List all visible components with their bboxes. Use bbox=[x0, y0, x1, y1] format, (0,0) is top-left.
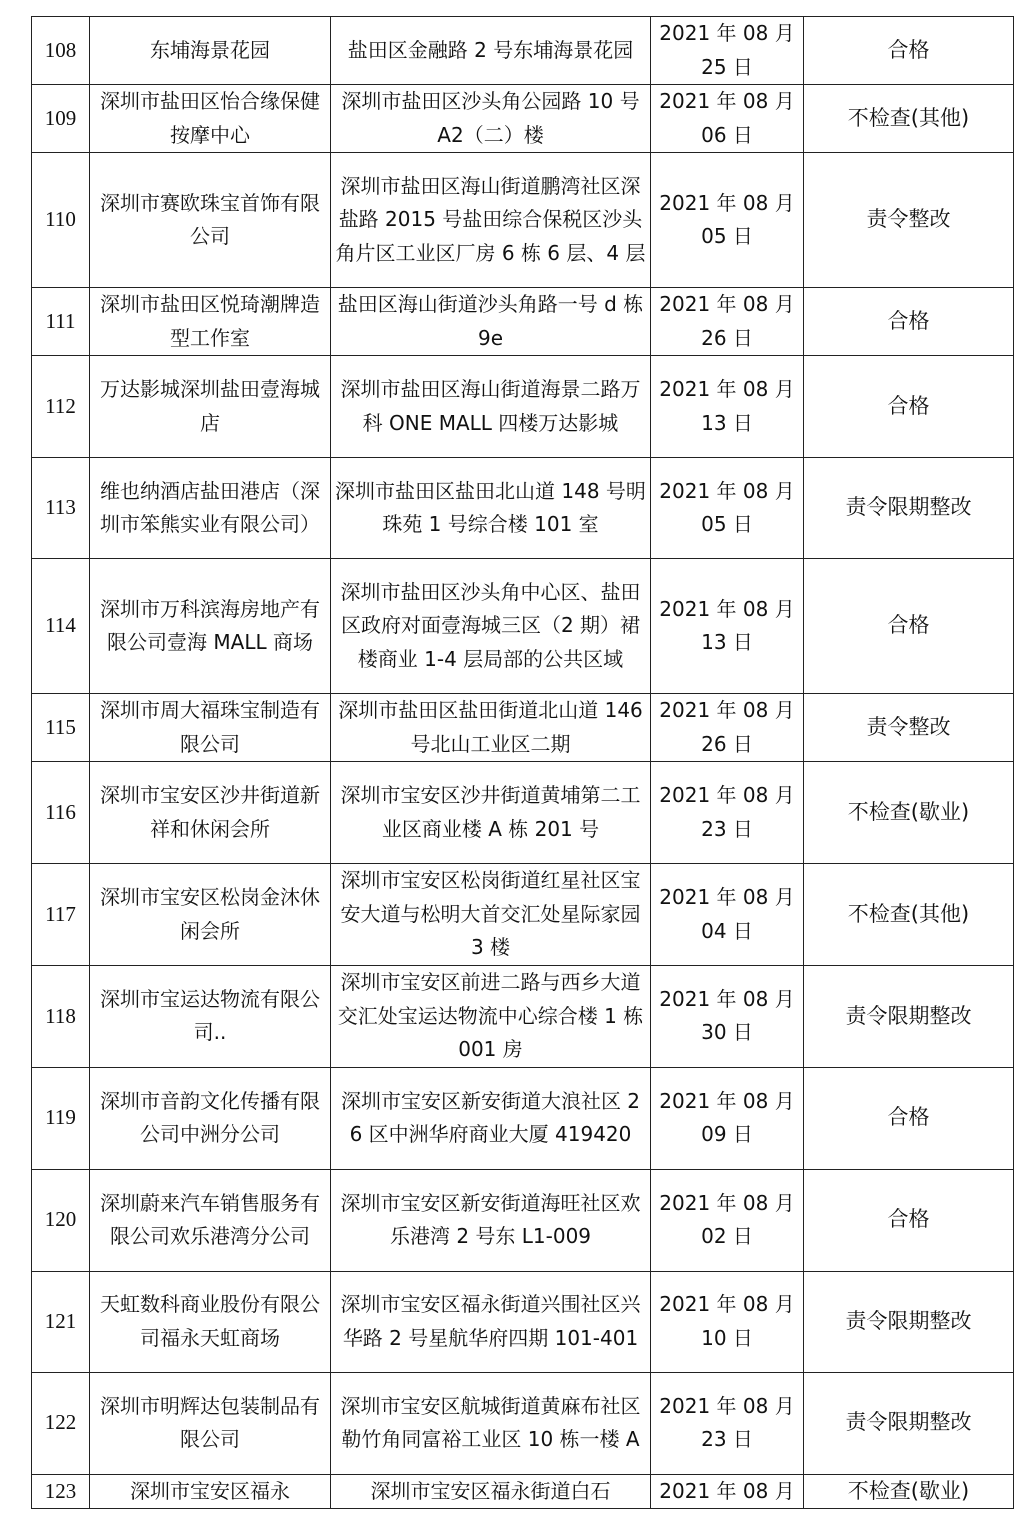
business-name: 深圳市赛欧珠宝首饰有限公司 bbox=[90, 153, 331, 288]
business-address: 深圳市宝安区新安街道大浪社区 26 区中洲华府商业大厦 419420 bbox=[331, 1067, 651, 1169]
business-address: 深圳市盐田区海山街道海景二路万科 ONE MALL 四楼万达影城 bbox=[331, 356, 651, 458]
inspection-date: 2021 年 08 月 26 日 bbox=[651, 288, 804, 356]
business-address: 深圳市宝安区新安街道海旺社区欢乐港湾 2 号东 L1-009 bbox=[331, 1169, 651, 1271]
inspection-date: 2021 年 08 月 bbox=[651, 1474, 804, 1509]
inspection-date: 2021 年 08 月 30 日 bbox=[651, 966, 804, 1068]
row-number: 123 bbox=[32, 1474, 90, 1509]
business-address: 深圳市宝安区福永街道兴围社区兴华路 2 号星航华府四期 101-401 bbox=[331, 1271, 651, 1372]
inspection-result: 不检查(歇业) bbox=[804, 1474, 1014, 1509]
inspection-result: 不检查(其他) bbox=[804, 864, 1014, 966]
business-name: 深圳市宝安区松岗金沐休闲会所 bbox=[90, 864, 331, 966]
business-address: 深圳市宝安区前进二路与西乡大道交汇处宝运达物流中心综合楼 1 栋 001 房 bbox=[331, 966, 651, 1068]
business-name: 万达影城深圳盐田壹海城店 bbox=[90, 356, 331, 458]
business-address: 深圳市宝安区松岗街道红星社区宝安大道与松明大首交汇处星际家园 3 楼 bbox=[331, 864, 651, 966]
inspection-date: 2021 年 08 月 04 日 bbox=[651, 864, 804, 966]
business-address: 深圳市盐田区沙头角中心区、盐田区政府对面壹海城三区（2 期）裙楼商业 1-4 层局部的公共区域 bbox=[331, 559, 651, 694]
inspection-result: 不检查(其他) bbox=[804, 85, 1014, 153]
inspection-date: 2021 年 08 月 25 日 bbox=[651, 17, 804, 85]
business-name: 深圳市周大福珠宝制造有限公司 bbox=[90, 694, 331, 762]
business-address: 深圳市盐田区盐田北山道 148 号明珠苑 1 号综合楼 101 室 bbox=[331, 458, 651, 559]
inspection-result: 责令整改 bbox=[804, 153, 1014, 288]
row-number: 121 bbox=[32, 1271, 90, 1372]
business-name: 深圳市宝安区沙井街道新祥和休闲会所 bbox=[90, 762, 331, 864]
row-number: 116 bbox=[32, 762, 90, 864]
row-number: 109 bbox=[32, 85, 90, 153]
business-address: 盐田区金融路 2 号东埔海景花园 bbox=[331, 17, 651, 85]
inspection-result: 责令限期整改 bbox=[804, 966, 1014, 1068]
business-address: 深圳市宝安区航城街道黄麻布社区勒竹角同富裕工业区 10 栋一楼 A bbox=[331, 1372, 651, 1474]
inspection-date: 2021 年 08 月 09 日 bbox=[651, 1067, 804, 1169]
table-row bbox=[32, 1474, 1014, 1509]
inspection-result: 合格 bbox=[804, 559, 1014, 694]
table-row bbox=[32, 458, 1014, 559]
business-name: 深圳市明辉达包装制品有限公司 bbox=[90, 1372, 331, 1474]
inspection-result: 合格 bbox=[804, 356, 1014, 458]
table-body bbox=[32, 17, 1014, 1509]
row-number: 114 bbox=[32, 559, 90, 694]
row-number: 118 bbox=[32, 966, 90, 1068]
business-name: 深圳市音韵文化传播有限公司中洲分公司 bbox=[90, 1067, 331, 1169]
row-number: 113 bbox=[32, 458, 90, 559]
inspection-table bbox=[31, 16, 1014, 1509]
inspection-date: 2021 年 08 月 02 日 bbox=[651, 1169, 804, 1271]
business-name: 深圳市万科滨海房地产有限公司壹海 MALL 商场 bbox=[90, 559, 331, 694]
table-row bbox=[32, 864, 1014, 966]
business-address: 盐田区海山街道沙头角路一号 d 栋 9e bbox=[331, 288, 651, 356]
row-number: 115 bbox=[32, 694, 90, 762]
table-row bbox=[32, 966, 1014, 1068]
inspection-result: 合格 bbox=[804, 1067, 1014, 1169]
business-name: 深圳市盐田区悦琦潮牌造型工作室 bbox=[90, 288, 331, 356]
inspection-result: 合格 bbox=[804, 17, 1014, 85]
business-address: 深圳市宝安区沙井街道黄埔第二工业区商业楼 A 栋 201 号 bbox=[331, 762, 651, 864]
table-row bbox=[32, 288, 1014, 356]
inspection-date: 2021 年 08 月 13 日 bbox=[651, 559, 804, 694]
business-name: 深圳市宝安区福永 bbox=[90, 1474, 331, 1509]
row-number: 120 bbox=[32, 1169, 90, 1271]
inspection-date: 2021 年 08 月 23 日 bbox=[651, 762, 804, 864]
row-number: 119 bbox=[32, 1067, 90, 1169]
inspection-date: 2021 年 08 月 13 日 bbox=[651, 356, 804, 458]
business-address: 深圳市盐田区盐田街道北山道 146 号北山工业区二期 bbox=[331, 694, 651, 762]
inspection-result: 责令限期整改 bbox=[804, 458, 1014, 559]
table-row bbox=[32, 694, 1014, 762]
inspection-date: 2021 年 08 月 23 日 bbox=[651, 1372, 804, 1474]
row-number: 110 bbox=[32, 153, 90, 288]
inspection-result: 不检查(歇业) bbox=[804, 762, 1014, 864]
table-row bbox=[32, 559, 1014, 694]
table-row bbox=[32, 762, 1014, 864]
inspection-date: 2021 年 08 月 06 日 bbox=[651, 85, 804, 153]
row-number: 111 bbox=[32, 288, 90, 356]
business-name: 深圳市宝运达物流有限公司.. bbox=[90, 966, 331, 1068]
row-number: 122 bbox=[32, 1372, 90, 1474]
inspection-date: 2021 年 08 月 05 日 bbox=[651, 458, 804, 559]
business-name: 东埔海景花园 bbox=[90, 17, 331, 85]
business-address: 深圳市盐田区沙头角公园路 10 号 A2（二）楼 bbox=[331, 85, 651, 153]
inspection-date: 2021 年 08 月 10 日 bbox=[651, 1271, 804, 1372]
table-row bbox=[32, 1169, 1014, 1271]
inspection-result: 责令限期整改 bbox=[804, 1271, 1014, 1372]
table-row bbox=[32, 85, 1014, 153]
table-row bbox=[32, 153, 1014, 288]
business-name: 深圳市盐田区怡合缘保健按摩中心 bbox=[90, 85, 331, 153]
table-row bbox=[32, 1372, 1014, 1474]
business-name: 天虹数科商业股份有限公司福永天虹商场 bbox=[90, 1271, 331, 1372]
inspection-result: 合格 bbox=[804, 1169, 1014, 1271]
inspection-result: 责令整改 bbox=[804, 694, 1014, 762]
inspection-date: 2021 年 08 月 26 日 bbox=[651, 694, 804, 762]
table-row bbox=[32, 356, 1014, 458]
inspection-result: 责令限期整改 bbox=[804, 1372, 1014, 1474]
table-row bbox=[32, 1067, 1014, 1169]
table-row bbox=[32, 1271, 1014, 1372]
business-address: 深圳市盐田区海山街道鹏湾社区深盐路 2015 号盐田综合保税区沙头角片区工业区厂房 6 栋 6 层、4 层 bbox=[331, 153, 651, 288]
row-number: 108 bbox=[32, 17, 90, 85]
inspection-date: 2021 年 08 月 05 日 bbox=[651, 153, 804, 288]
table-row bbox=[32, 17, 1014, 85]
row-number: 117 bbox=[32, 864, 90, 966]
row-number: 112 bbox=[32, 356, 90, 458]
business-name: 维也纳酒店盐田港店（深圳市笨熊实业有限公司） bbox=[90, 458, 331, 559]
business-name: 深圳蔚来汽车销售服务有限公司欢乐港湾分公司 bbox=[90, 1169, 331, 1271]
inspection-result: 合格 bbox=[804, 288, 1014, 356]
business-address: 深圳市宝安区福永街道白石 bbox=[331, 1474, 651, 1509]
